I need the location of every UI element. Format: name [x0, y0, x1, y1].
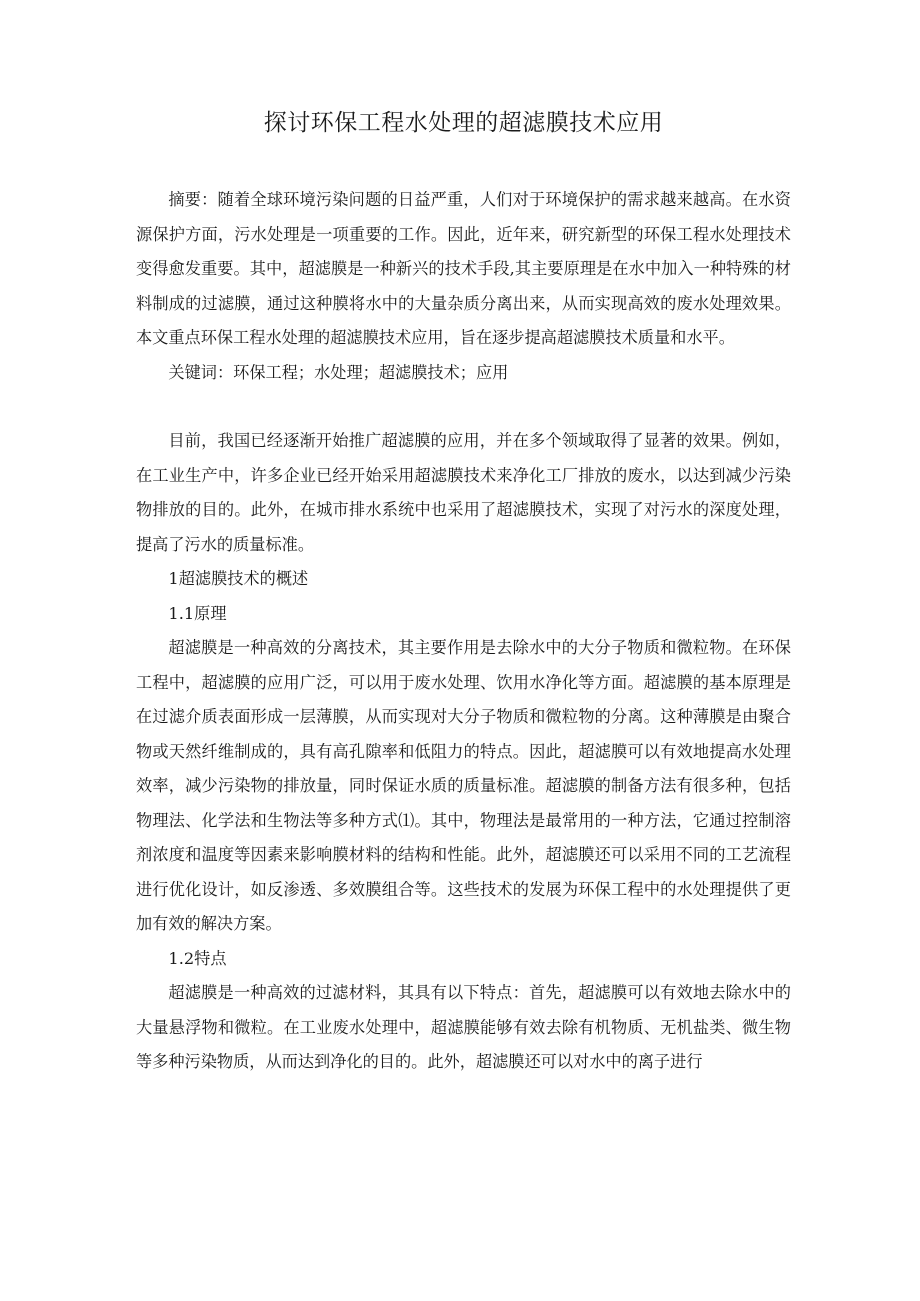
section-1-2-heading: 1.2特点	[168, 948, 227, 968]
section-1-heading: 1超滤膜技术的概述	[168, 569, 309, 588]
section-1-1-heading: 1.1原理	[168, 603, 227, 623]
document-body	[136, 183, 791, 1080]
section-1-2-paragraph: 超滤膜是一种高效的过滤材料，其具有以下特点：首先，超滤膜可以有效地去除水中的大量悬浮物和微粒。在工业废水处理中，超滤膜能够有效去除有机物质、无机盐类、微生物等多种污染物质，从而达到净化的目的。此外，超滤膜还可以对水中的离子进行	[136, 983, 791, 1071]
paragraph-gap	[136, 390, 791, 424]
intro-paragraph: 目前，我国已经逐渐开始推广超滤膜的应用，并在多个领域取得了显著的效果。例如，在工业生产中，许多企业已经开始采用超滤膜技术来净化工厂排放的废水，以达到减少污染物排放的目的。此外，在城市排水系统中也采用了超滤膜技术，实现了对污水的深度处理，提高了污水的质量标准。	[136, 431, 791, 554]
keywords-paragraph: 关键词：环保工程；水处理；超滤膜技术；应用	[168, 362, 509, 382]
document-title: 探讨环保工程水处理的超滤膜技术应用	[263, 110, 664, 136]
abstract-paragraph: 摘要：随着全球环境污染问题的日益严重，人们对于环境保护的需求越来越高。在水资源保护方面，污水处理是一项重要的工作。因此，近年来，研究新型的环保工程水处理技术变得愈发重要。其中，超滤膜是一种新兴的技术手段,其主要原理是在水中加入一种特殊的材料制成的过滤膜，通过这种膜将水中的大量杂质分离出来，从而实现高效的废水处理效果。本文重点环保工程水处理的超滤膜技术应用，旨在逐步提高超滤膜技术质量和水平。	[136, 190, 791, 347]
section-1-1-paragraph: 超滤膜是一种高效的分离技术，其主要作用是去除水中的大分子物质和微粒物。在环保工程中，超滤膜的应用广泛，可以用于废水处理、饮用水净化等方面。超滤膜的基本原理是在过滤介质表面形成一层薄膜，从而实现对大分子物质和微粒物的分离。这种薄膜是由聚合物或天然纤维制成的，具有高孔隙率和低阻力的特点。因此，超滤膜可以有效地提高水处理效率，减少污染物的排放量，同时保证水质的质量标准。超滤膜的制备方法有很多种，包括物理法、化学法和生物法等多种方式⑴。其中，物理法是最常用的一种方法，它通过控制溶剂浓度和温度等因素来影响膜材料的结构和性能。此外，超滤膜还可以采用不同的工艺流程进行优化设计，如反渗透、多效膜组合等。这些技术的发展为环保工程中的水处理提供了更加有效的解决方案。	[136, 638, 791, 933]
